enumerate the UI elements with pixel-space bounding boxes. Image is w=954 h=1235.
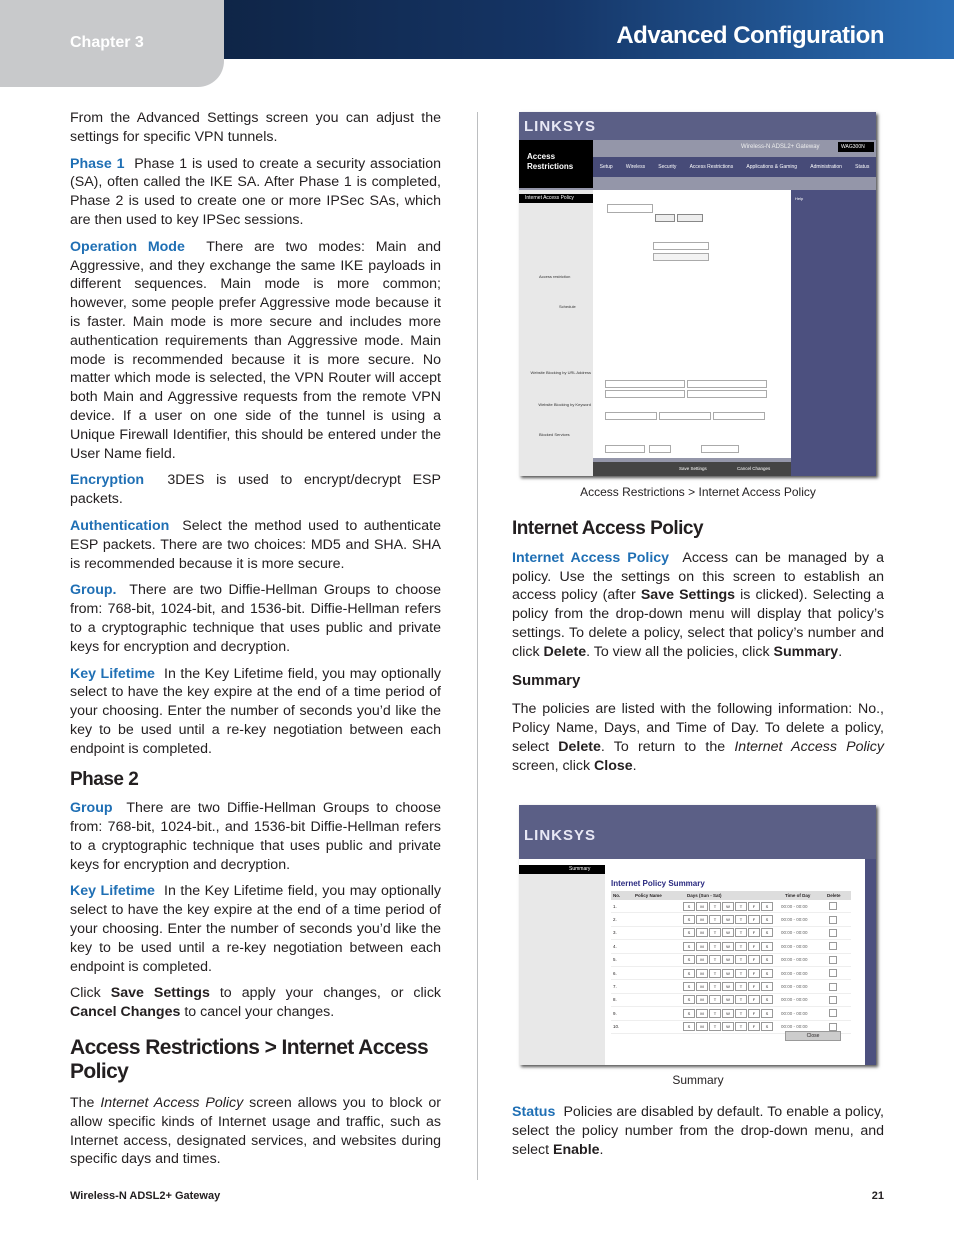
row-number: 5.	[613, 957, 617, 963]
bold-run: Save Settings	[640, 587, 736, 604]
column-header: Delete	[827, 893, 841, 898]
status-paragraph	[512, 1103, 884, 1159]
row-number: 3.	[613, 930, 617, 936]
day-box: W	[722, 1009, 734, 1018]
summary-section-label: Summary	[569, 866, 591, 872]
term-text: There are two modes: Main and Aggressive, and they exchange the same IKE payloads in different sequences. Main mode is more common; however, some people prefer Aggressive mode because it is faster. Main mode is more secure and includes more authentication requirements than Aggressive mode. Main mode is recommended because it is more secure. No matter which mode is selected, the VPN Router will accept both Main and Aggressive requests from the remote VPN device. If a user on one side of the tunnel is using a Unique Firewall Identifier, this should be entered under the User Name field.	[70, 238, 441, 462]
text-run: .	[599, 1141, 604, 1158]
left-column	[70, 109, 441, 1177]
term-label: Encryption	[70, 472, 145, 489]
days-cell	[683, 942, 779, 951]
day-box: T	[735, 915, 747, 924]
day-box: F	[748, 955, 760, 964]
model-name: WAG300N	[841, 144, 865, 150]
day-box: F	[748, 902, 760, 911]
delete-checkbox[interactable]	[829, 902, 837, 910]
label-schedule: Schedule	[559, 304, 576, 309]
table-row	[611, 927, 851, 940]
time-cell: 00:00 - 00:00	[781, 930, 808, 936]
day-box: W	[722, 1022, 734, 1031]
text-run: Click	[70, 985, 111, 1002]
day-box: S	[761, 995, 773, 1004]
url-input[interactable]	[687, 380, 767, 388]
term-label: Status	[512, 1104, 556, 1120]
day-box: S	[683, 1009, 695, 1018]
section-label: Internet Access Policy	[525, 195, 574, 201]
bold-run: Summary	[773, 643, 839, 660]
row-number: 6.	[613, 970, 617, 976]
table-row	[611, 900, 851, 913]
day-box: W	[722, 955, 734, 964]
day-box: S	[683, 969, 695, 978]
time-cell: 00:00 - 00:00	[781, 970, 808, 976]
term-text: There are two Diffie-Hellman Groups to choose from: 768-bit, 1024-bit, and 1536-bit. Diffie-Hellman refers to a cryptographic technique that uses public and private keys for encryption and decryption.	[70, 582, 441, 655]
delete-checkbox[interactable]	[829, 1023, 837, 1031]
column-header: Time of Day	[785, 893, 811, 898]
term-text: Phase 1 is used to create a security association (SA), often called the IKE SA. After Phase 1 is completed, Phase 2 is used to create one or more IPSec SAs, which are then used to key IPSec sessions.	[70, 155, 441, 228]
day-box: S	[683, 955, 695, 964]
day-box: S	[683, 995, 695, 1004]
summary-table-title: Internet Policy Summary	[611, 879, 705, 888]
click-paragraph	[70, 984, 441, 1022]
delete-checkbox[interactable]	[829, 996, 837, 1004]
time-cell: 00:00 - 00:00	[781, 943, 808, 949]
time-cell: 00:00 - 00:00	[781, 1024, 808, 1030]
delete-checkbox[interactable]	[829, 916, 837, 924]
day-box: T	[709, 928, 721, 937]
day-box: T	[709, 902, 721, 911]
right-column-lower	[512, 1103, 884, 1167]
label-services: Blocked Services	[539, 432, 570, 437]
opmode-paragraph	[70, 238, 441, 464]
summary-button[interactable]	[677, 214, 703, 222]
day-box: M	[696, 942, 708, 951]
day-box: T	[735, 995, 747, 1004]
policy-name-input[interactable]	[653, 242, 709, 250]
time-cell: 00:00 - 00:00	[781, 1010, 808, 1016]
term-label: Key Lifetime	[70, 883, 155, 900]
time-cell: 00:00 - 00:00	[781, 984, 808, 990]
day-box: T	[709, 1009, 721, 1018]
day-box: T	[709, 982, 721, 991]
term-text: Select the method used to authenticate ESP packets. There are two choices: MD5 and SHA. SHA is recommended because it is more secure.	[70, 517, 441, 572]
text-run: . To view all the policies, click	[586, 643, 774, 660]
summary-paragraph	[512, 700, 884, 775]
fig-page-title: Access Restrictions	[527, 152, 574, 171]
bold-run: Close	[594, 757, 633, 774]
day-box: W	[722, 902, 734, 911]
day-box: T	[709, 942, 721, 951]
day-box: S	[761, 902, 773, 911]
term-text: In the Key Lifetime field, you may optionally select to have the key expire at the end of a time period of your choosing. Enter the number of seconds you’d like the key to be used until a re-key negotiation between each endpoint is completed.	[70, 883, 441, 975]
text-run: Access can be managed by a policy. Use the settings on this screen to establish an access policy (after	[512, 549, 884, 604]
summary-heading: Summary	[512, 671, 581, 689]
day-box: S	[761, 982, 773, 991]
text-run: screen, click	[512, 757, 594, 774]
label-keyword: Website Blocking by Keyword	[538, 402, 591, 407]
days-cell	[683, 1022, 779, 1031]
pcs-button[interactable]	[653, 253, 709, 261]
day-box: W	[722, 969, 734, 978]
day-box: W	[722, 982, 734, 991]
tab-wireless[interactable]: Wireless	[625, 164, 646, 170]
days-cell	[683, 928, 779, 937]
term-label: Group.	[70, 582, 117, 599]
day-box: M	[696, 955, 708, 964]
tab-access-restrictions[interactable]: Access Restrictions	[689, 164, 734, 170]
day-box: M	[696, 902, 708, 911]
bold-run: Enable	[553, 1141, 600, 1158]
right-column-upper	[512, 510, 884, 784]
row-number: 1.	[613, 903, 617, 909]
delete-checkbox[interactable]	[829, 983, 837, 991]
row-number: 7.	[613, 984, 617, 990]
day-box: T	[735, 942, 747, 951]
term-label: Operation Mode	[70, 238, 185, 255]
day-box: T	[735, 1009, 747, 1018]
day-box: W	[722, 995, 734, 1004]
column-header: Days (Sun - Sat)	[687, 893, 722, 898]
label-access: Access restriction	[539, 274, 571, 279]
day-box: M	[696, 1009, 708, 1018]
chapter-label: Chapter 3	[70, 34, 144, 51]
form-area	[593, 190, 791, 458]
figure2-caption: Summary	[672, 1073, 724, 1087]
term-label: Authentication	[70, 517, 170, 534]
day-box: F	[748, 1022, 760, 1031]
column-header: No.	[613, 893, 621, 898]
day-box: M	[696, 995, 708, 1004]
day-box: M	[696, 982, 708, 991]
tab-status[interactable]: Status	[855, 164, 870, 170]
day-box: S	[683, 1022, 695, 1031]
days-cell	[683, 902, 779, 911]
encryption-paragraph	[70, 471, 441, 509]
keyword-input[interactable]	[713, 412, 765, 420]
term-text: 3DES is used to encrypt/decrypt ESP packets.	[70, 472, 441, 508]
cancel-changes-button[interactable]: Cancel Changes	[737, 466, 771, 471]
day-box: S	[761, 969, 773, 978]
day-box: F	[748, 1009, 760, 1018]
term-text: There are two Diffie-Hellman Groups to choose from: 768-bit, 1024-bit., and 1536-bit Diffie-Hellman refers to a cryptographic technique that uses public and private keys for encryption and decryption.	[70, 800, 441, 873]
keyword-input[interactable]	[605, 412, 657, 420]
phase2-heading: Phase 2	[70, 768, 139, 790]
column-divider	[477, 112, 478, 1180]
day-box: T	[709, 1022, 721, 1031]
summary-section-bar	[519, 865, 605, 874]
italic-run: Internet Access Policy	[100, 1095, 244, 1112]
help-column	[791, 190, 876, 476]
time-cell: 00:00 - 00:00	[781, 957, 808, 963]
days-cell	[683, 1009, 779, 1018]
text-run: .	[632, 757, 637, 774]
row-number: 8.	[613, 997, 617, 1003]
page-number: 21	[871, 1190, 884, 1202]
delete-checkbox[interactable]	[829, 942, 837, 950]
help-link[interactable]: Help	[795, 196, 804, 201]
delete-button[interactable]	[655, 214, 675, 222]
day-box: S	[761, 915, 773, 924]
url-input[interactable]	[605, 380, 685, 388]
day-box: S	[683, 915, 695, 924]
term-text: In the Key Lifetime field, you may optionally select to have the key expire at the end of a time period of your choosing. Enter the number of seconds you’d like the key to be used until a re-key negotiation between each endpoint is completed.	[70, 665, 441, 757]
day-box: M	[696, 928, 708, 937]
days-cell	[683, 969, 779, 978]
tab-administration[interactable]: Administration	[810, 164, 842, 170]
page-title: Advanced Configuration	[616, 22, 884, 49]
day-box: T	[709, 995, 721, 1004]
row-number: 4.	[613, 943, 617, 949]
summary-table	[611, 891, 851, 1034]
day-box: W	[722, 915, 734, 924]
url-input[interactable]	[605, 390, 685, 398]
group1-paragraph	[70, 581, 441, 656]
group2-paragraph	[70, 799, 441, 874]
service-select[interactable]	[649, 445, 671, 453]
table-row	[611, 980, 851, 993]
delete-checkbox[interactable]	[829, 969, 837, 977]
label-url: Website Blocking by URL Address	[530, 370, 591, 375]
day-box: F	[748, 995, 760, 1004]
day-box: S	[761, 1009, 773, 1018]
authentication-paragraph	[70, 517, 441, 573]
day-box: T	[709, 969, 721, 978]
day-box: F	[748, 969, 760, 978]
linksys-logo: LINKSYS	[524, 827, 597, 844]
figure1-caption: Access Restrictions > Internet Access Policy	[580, 485, 816, 499]
days-cell	[683, 915, 779, 924]
day-box: T	[735, 982, 747, 991]
day-box: F	[748, 982, 760, 991]
policy-select[interactable]	[607, 204, 653, 213]
text-run: The	[70, 1095, 101, 1112]
delete-checkbox[interactable]	[829, 929, 837, 937]
table-row	[611, 1007, 851, 1020]
ar-paragraph	[70, 1094, 441, 1169]
delete-checkbox[interactable]	[829, 1009, 837, 1017]
access-restrictions-screenshot	[519, 112, 876, 476]
service-select[interactable]	[605, 445, 645, 453]
save-settings-button[interactable]: Save Settings	[679, 466, 707, 471]
bold-run: Delete	[558, 738, 601, 755]
keyword-input[interactable]	[659, 412, 711, 420]
bold-run: Delete	[543, 643, 587, 660]
days-cell	[683, 955, 779, 964]
table-row	[611, 967, 851, 980]
day-box: M	[696, 915, 708, 924]
days-cell	[683, 995, 779, 1004]
term-label: Internet Access Policy	[512, 549, 670, 566]
day-box: M	[696, 969, 708, 978]
table-row	[611, 913, 851, 926]
day-box: S	[761, 928, 773, 937]
close-button[interactable]: Close	[785, 1031, 841, 1041]
summary-screenshot	[519, 805, 876, 1065]
text-run: is clicked). Selecting a policy from the drop-down menu will display that policy’s settings. To delete a policy, select that policy’s number and click	[512, 587, 884, 660]
tab-bar	[593, 157, 876, 177]
iap-paragraph	[512, 549, 884, 662]
day-box: F	[748, 928, 760, 937]
day-box: S	[761, 942, 773, 951]
day-box: S	[761, 1022, 773, 1031]
day-box: S	[683, 982, 695, 991]
summary-header-row	[611, 891, 851, 900]
linksys-logo: LINKSYS	[524, 118, 597, 135]
access-restrictions-heading: Access Restrictions > Internet Access Policy	[70, 1036, 429, 1084]
text-run: to apply your changes, or click	[209, 985, 442, 1002]
day-box: S	[761, 955, 773, 964]
time-cell: 00:00 - 00:00	[781, 997, 808, 1003]
row-number: 2.	[613, 917, 617, 923]
day-box: S	[683, 902, 695, 911]
phase1-paragraph	[70, 155, 441, 230]
day-box: T	[709, 915, 721, 924]
term-label: Key Lifetime	[70, 665, 155, 682]
day-box: W	[722, 942, 734, 951]
row-number: 10.	[613, 1024, 620, 1030]
tab-security[interactable]: Security	[658, 164, 677, 170]
keylife1-paragraph	[70, 665, 441, 759]
intro-paragraph: From the Advanced Settings screen you can adjust the settings for specific VPN tunnels.	[70, 110, 441, 145]
keylife2-paragraph	[70, 882, 441, 976]
table-row	[611, 954, 851, 967]
day-box: T	[709, 955, 721, 964]
days-cell	[683, 982, 779, 991]
term-label: Group	[70, 800, 113, 817]
term-label: Phase 1	[70, 155, 125, 172]
table-row	[611, 994, 851, 1007]
tab-applications[interactable]: Applications & Gaming	[746, 164, 798, 170]
column-header: Policy Name	[635, 893, 662, 898]
day-box: T	[735, 1022, 747, 1031]
text-run: .	[838, 643, 843, 660]
time-cell: 00:00 - 00:00	[781, 917, 808, 923]
url-input[interactable]	[687, 390, 767, 398]
italic-run: Internet Access Policy	[734, 738, 884, 755]
day-box: S	[683, 928, 695, 937]
product-name: Wireless-N ADSL2+ Gateway	[741, 144, 820, 150]
day-box: W	[722, 928, 734, 937]
bold-run: Save Settings	[110, 985, 210, 1002]
text-run: The policies are listed with the following information: No., Policy Name, Days, and Time of Day. To delete a policy, select	[512, 701, 884, 755]
text-run: . To return to the	[600, 738, 735, 755]
footer-product: Wireless-N ADSL2+ Gateway	[70, 1190, 221, 1202]
iap-heading: Internet Access Policy	[512, 518, 704, 539]
bold-run: Cancel Changes	[70, 1004, 181, 1021]
day-box: T	[735, 955, 747, 964]
row-number: 9.	[613, 1010, 617, 1016]
delete-checkbox[interactable]	[829, 956, 837, 964]
day-box: T	[735, 928, 747, 937]
tab-setup[interactable]: Setup	[599, 164, 613, 170]
table-row	[611, 940, 851, 953]
day-box: M	[696, 1022, 708, 1031]
day-box: T	[735, 902, 747, 911]
text-run: screen allows you to block or allow specific kinds of Internet usage and traffic, such as Internet access, designated services, and websites during specific days and times.	[70, 1095, 441, 1168]
time-cell: 00:00 - 00:00	[781, 903, 808, 909]
day-box: F	[748, 915, 760, 924]
service-select[interactable]	[701, 445, 739, 453]
summary-right-edge	[865, 859, 876, 1065]
text-run: Policies are disabled by default. To enable a policy, select the policy number from the drop-down menu, and select	[512, 1104, 884, 1158]
day-box: F	[748, 942, 760, 951]
day-box: T	[735, 969, 747, 978]
text-run: to cancel your changes.	[180, 1004, 335, 1021]
summary-left-panel	[519, 874, 605, 1065]
day-box: S	[683, 942, 695, 951]
